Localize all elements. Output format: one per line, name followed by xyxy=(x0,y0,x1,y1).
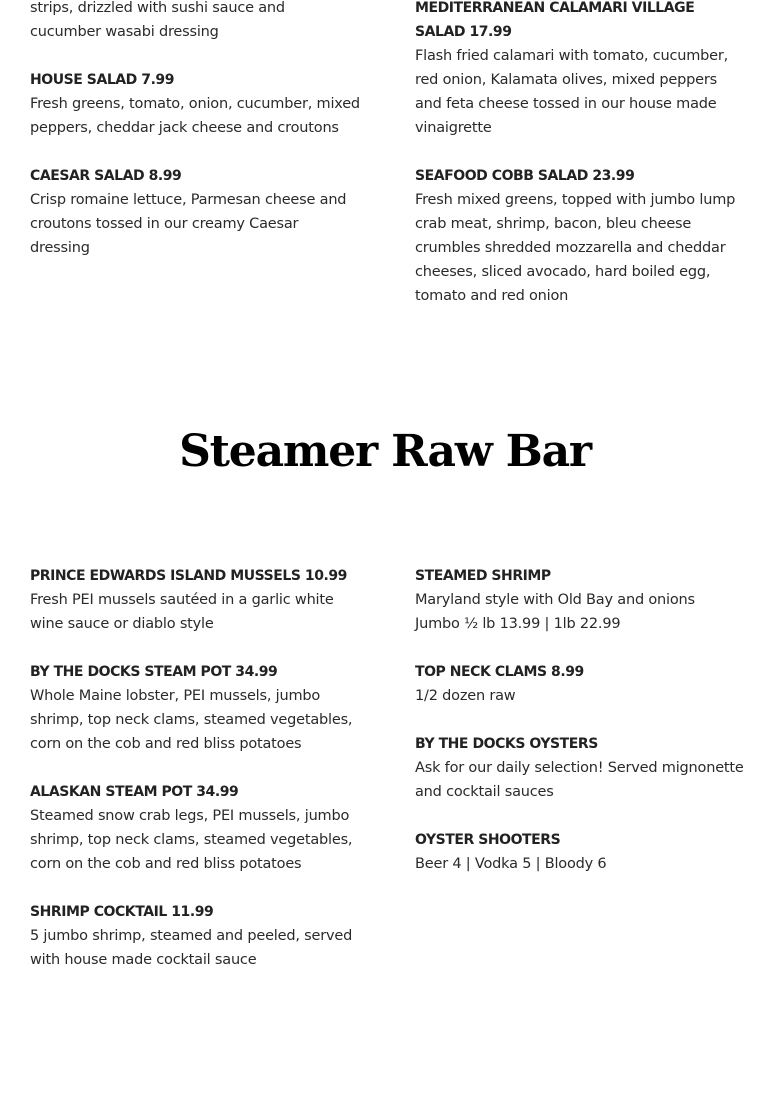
menu-item-oyster-shooters xyxy=(415,828,745,876)
menu-item-alaskan-steam-pot xyxy=(30,780,360,876)
menu-item-top-neck-clams xyxy=(415,660,745,708)
item-description: strips, drizzled with sushi sauce and cucumber wasabi dressing xyxy=(30,0,285,40)
raw-bar-left-column xyxy=(30,564,360,996)
item-name: OYSTER SHOOTERS xyxy=(415,832,561,848)
menu-item-pei-mussels xyxy=(30,564,360,636)
item-name: MEDITERRANEAN CALAMARI VILLAGE SALAD 17.99 xyxy=(415,0,695,40)
salads-left-column xyxy=(30,0,360,284)
item-description: Fresh PEI mussels sautéed in a garlic white wine sauce or diablo style xyxy=(30,592,334,632)
item-description: Ask for our daily selection! Served mignonette and cocktail sauces xyxy=(415,760,744,800)
item-description: Fresh greens, tomato, onion, cucumber, mixed peppers, cheddar jack cheese and croutons xyxy=(30,96,360,136)
item-name: ALASKAN STEAM POT 34.99 xyxy=(30,784,239,800)
item-name: TOP NECK CLAMS 8.99 xyxy=(415,664,584,680)
item-name: BY THE DOCKS OYSTERS xyxy=(415,736,598,752)
menu-item-house-salad xyxy=(30,68,360,140)
item-description: Fresh mixed greens, topped with jumbo lump crab meat, shrimp, bacon, bleu cheese crumbles shredded mozzarella and cheddar cheeses, sliced avocado, hard boiled egg, tomato and red onion xyxy=(415,192,736,304)
item-description: Maryland style with Old Bay and onions xyxy=(415,592,695,608)
item-name: CAESAR SALAD 8.99 xyxy=(30,168,182,184)
item-description: Crisp romaine lettuce, Parmesan cheese and croutons tossed in our creamy Caesar dressing xyxy=(30,192,347,256)
section-title-raw-bar: Steamer Raw Bar xyxy=(179,426,591,477)
menu-item-shrimp-cocktail xyxy=(30,900,360,972)
menu-item-calamari-salad xyxy=(415,0,745,140)
menu-item-salad-continued xyxy=(30,0,360,44)
item-description: Beer 4 | Vodka 5 | Bloody 6 xyxy=(415,856,607,872)
item-name: BY THE DOCKS STEAM POT 34.99 xyxy=(30,664,278,680)
menu-item-docks-steam-pot xyxy=(30,660,360,756)
menu-item-steamed-shrimp xyxy=(415,564,745,636)
item-description: Whole Maine lobster, PEI mussels, jumbo shrimp, top neck clams, steamed vegetables, corn on the cob and red bliss potatoes xyxy=(30,688,353,752)
item-description: Steamed snow crab legs, PEI mussels, jumbo shrimp, top neck clams, steamed vegetables, corn on the cob and red bliss potatoes xyxy=(30,808,353,872)
item-description: 1/2 dozen raw xyxy=(415,688,516,704)
item-price-options: Jumbo ½ lb 13.99 | 1lb 22.99 xyxy=(415,616,621,632)
item-description: Flash fried calamari with tomato, cucumber, red onion, Kalamata olives, mixed peppers and feta cheese tossed in our house made vinaigrette xyxy=(415,48,729,136)
menu-item-docks-oysters xyxy=(415,732,745,804)
salads-right-column xyxy=(415,0,745,332)
item-description: 5 jumbo shrimp, steamed and peeled, served with house made cocktail sauce xyxy=(30,928,353,968)
item-name: PRINCE EDWARDS ISLAND MUSSELS 10.99 xyxy=(30,568,347,584)
raw-bar-right-column xyxy=(415,564,745,900)
menu-item-seafood-cobb-salad xyxy=(415,164,745,308)
item-name: SEAFOOD COBB SALAD 23.99 xyxy=(415,168,635,184)
item-name: SHRIMP COCKTAIL 11.99 xyxy=(30,904,214,920)
item-name: STEAMED SHRIMP xyxy=(415,568,551,584)
menu-item-caesar-salad xyxy=(30,164,360,260)
item-name: HOUSE SALAD 7.99 xyxy=(30,72,175,88)
